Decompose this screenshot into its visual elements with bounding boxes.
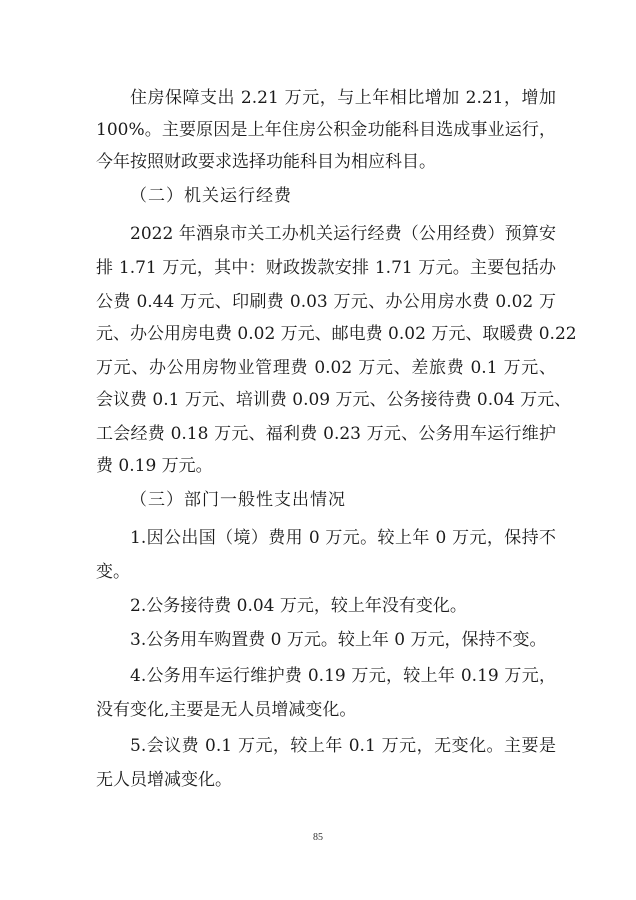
paragraph-line: 会议费 0.1 万元、培训费 0.09 万元、公务接待费 0.04 万元、 [96,390,572,410]
page-number: 85 [313,832,323,843]
paragraph-line: 元、办公用房电费 0.02 万元、邮电费 0.02 万元、取暖费 0.22 [96,324,577,344]
paragraph-line: 无人员增减变化。 [96,770,232,790]
paragraph-line: 5.会议费 0.1 万元，较上年 0.1 万元，无变化。主要是 [130,736,556,756]
paragraph-line: 公费 0.44 万元、印刷费 0.03 万元、办公用房水费 0.02 万 [96,292,556,312]
paragraph-line: 住房保障支出 2.21 万元，与上年相比增加 2.21，增加 [130,88,556,108]
paragraph-line: 3.公务用车购置费 0 万元。较上年 0 万元，保持不变。 [130,630,547,650]
section-heading: （二）机关运行经费 [130,186,292,206]
section-heading: （三）部门一般性支出情况 [130,490,346,510]
paragraph-line: 变。 [96,562,130,582]
paragraph-line: 排 1.71 万元，其中：财政拨款安排 1.71 万元。主要包括办 [96,258,556,278]
paragraph-line: 费 0.19 万元。 [96,456,213,476]
paragraph-line: 万元、办公用房物业管理费 0.02 万元、差旅费 0.1 万元、 [96,358,556,378]
paragraph-line: 4.公务用车运行维护费 0.19 万元，较上年 0.19 万元， [130,666,556,686]
paragraph-line: 工会经费 0.18 万元、福利费 0.23 万元、公务用车运行维护 [96,424,556,444]
paragraph-line: 1.因公出国（境）费用 0 万元。较上年 0 万元，保持不 [130,528,556,548]
paragraph-line: 今年按照财政要求选择功能科目为相应科目。 [96,152,436,172]
paragraph-line: 2022 年酒泉市关工办机关运行经费（公用经费）预算安 [130,224,556,244]
paragraph-line: 2.公务接待费 0.04 万元，较上年没有变化。 [130,596,467,616]
paragraph-line: 没有变化,主要是无人员增减变化。 [96,700,357,720]
paragraph-line: 100%。主要原因是上年住房公积金功能科目选成事业运行， [96,120,556,140]
